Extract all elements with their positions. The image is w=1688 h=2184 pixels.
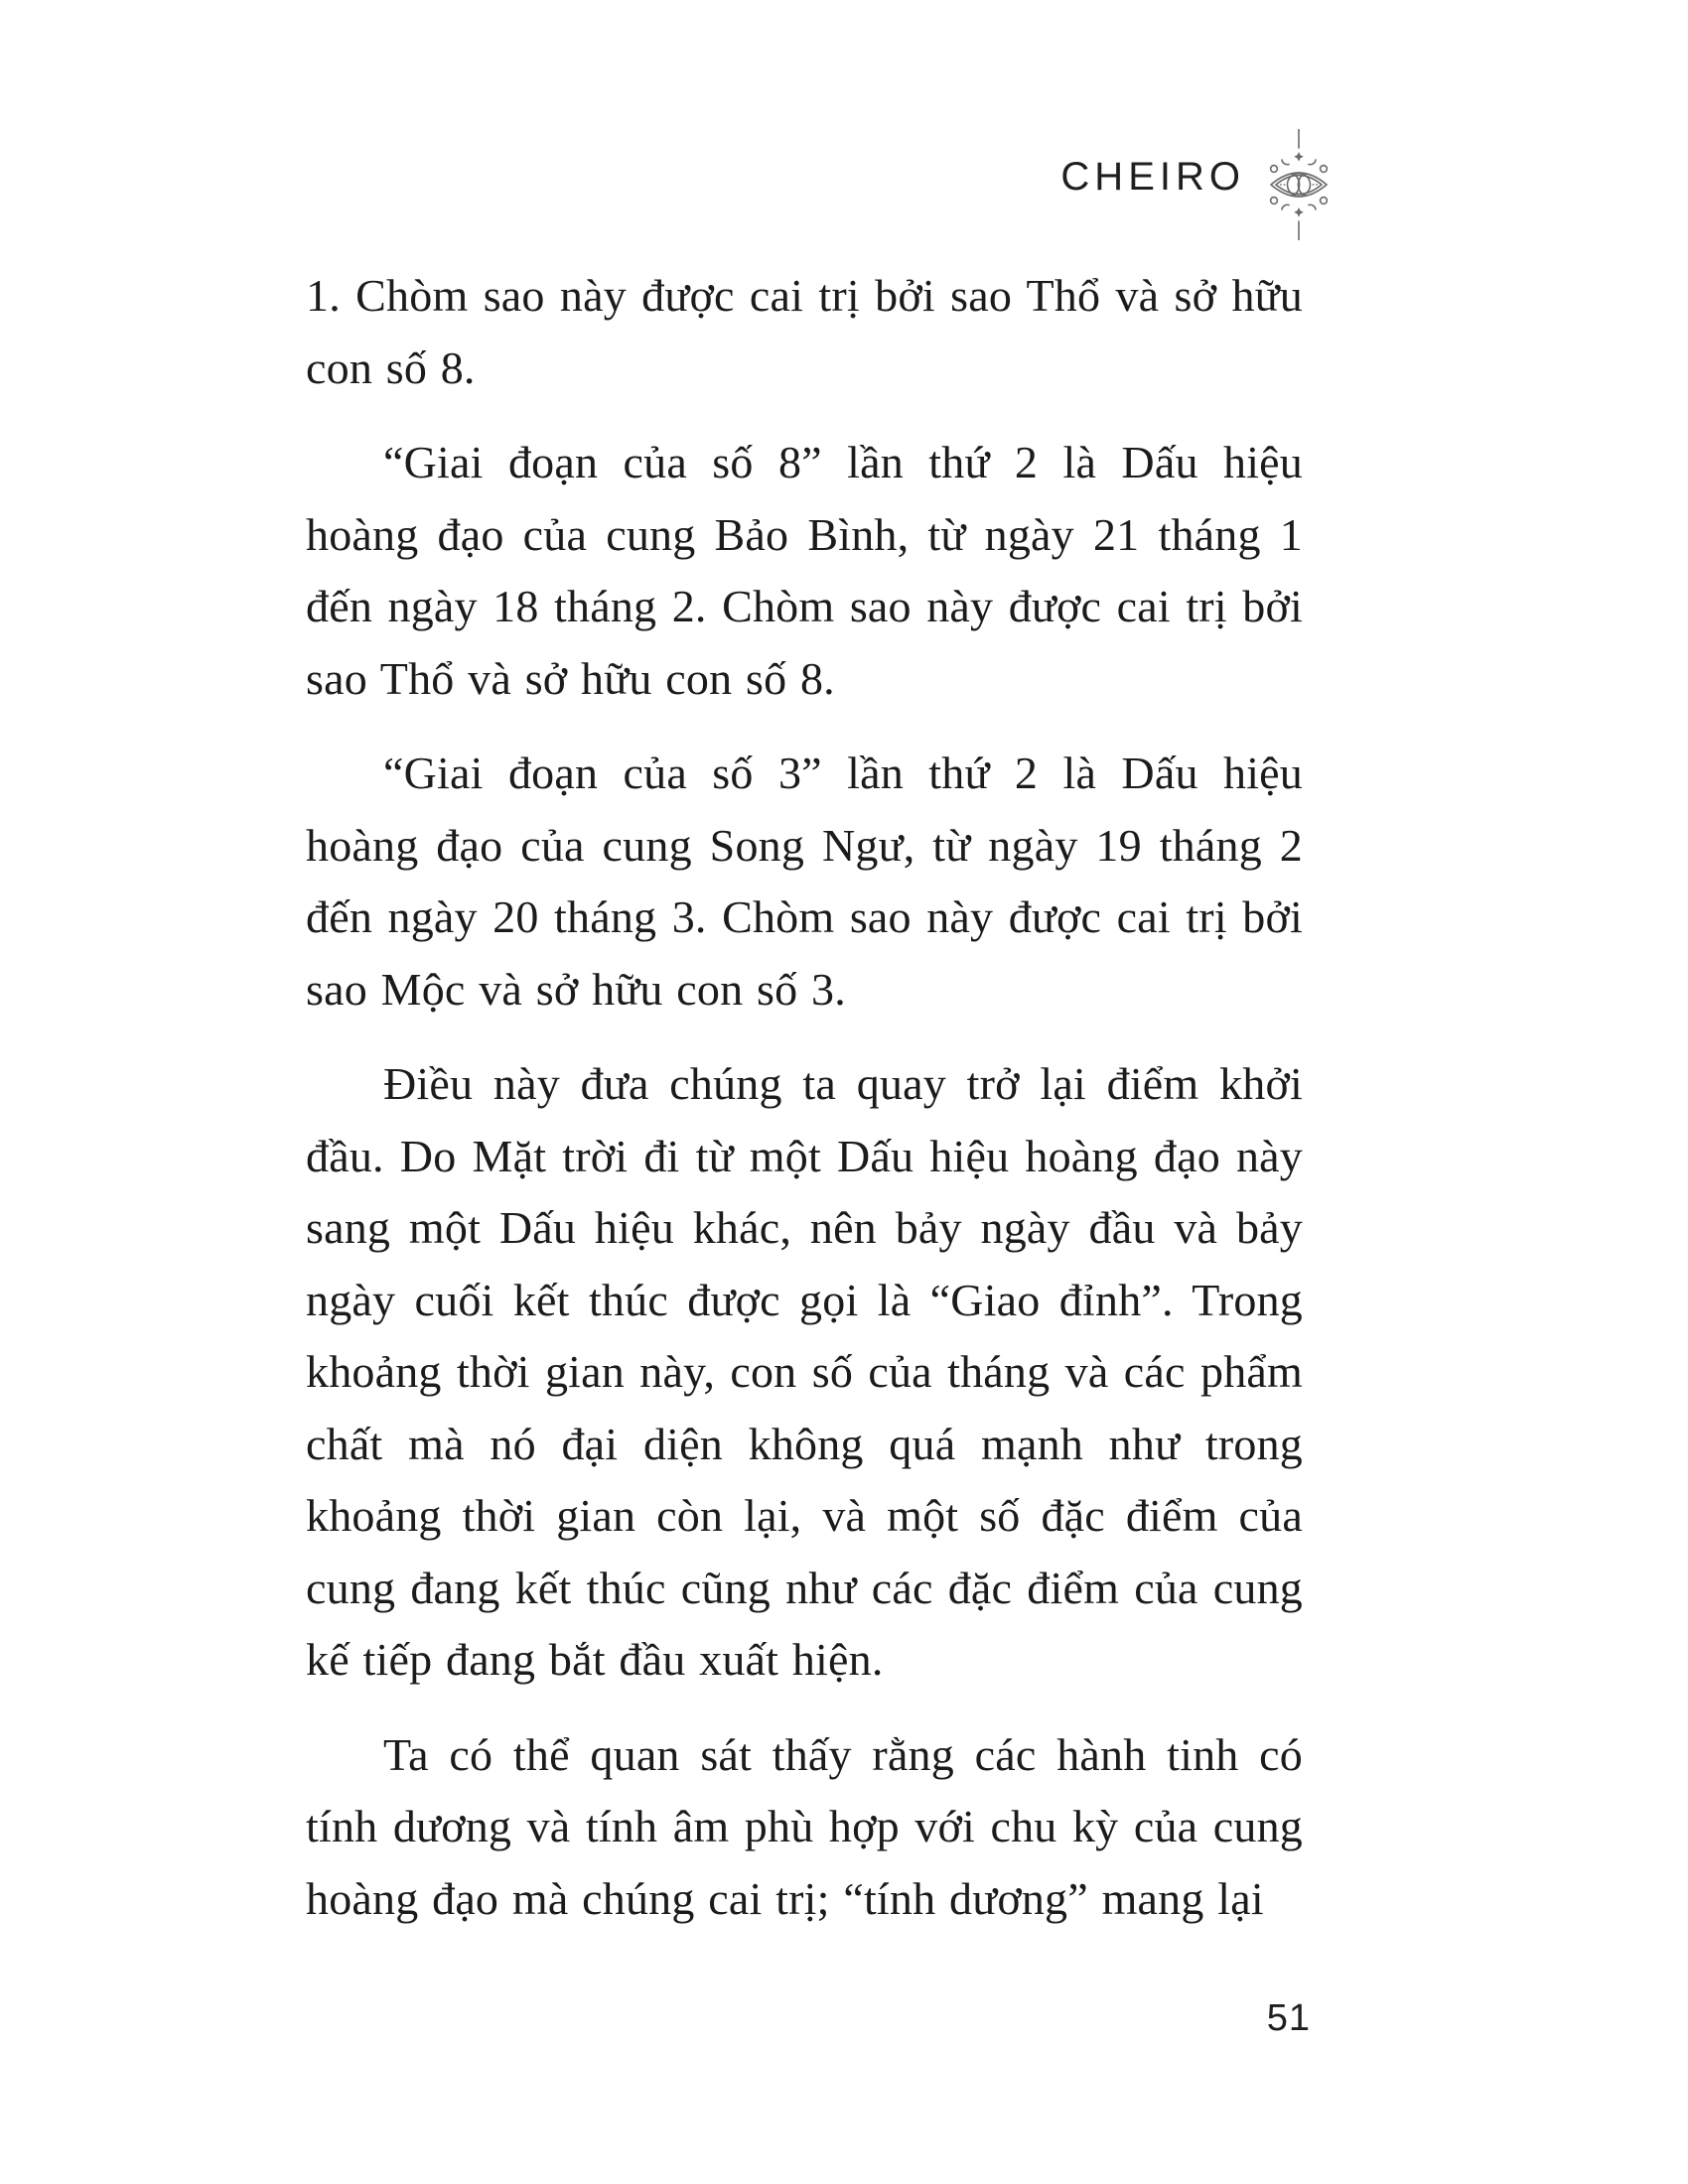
paragraph-ruled-by-saturn: 1. Chòm sao này được cai trị bởi sao Thổ và sở hữu con số 8. (306, 270, 1303, 393)
mystic-eye-icon (1269, 129, 1329, 240)
paragraph-cusp-explanation: Điều này đưa chúng ta quay trở lại điểm khởi đầu. Do Mặt trời đi từ một Dấu hiệu hoàng đạo này sang một Dấu hiệu khác, nên bảy ngày đầu và bảy ngày cuối kết thúc được gọi là “Giao đỉnh”. Trong khoảng thời gian này, con số của tháng và các phẩm chất mà nó đại diện không quá mạnh như trong khoảng thời gian còn lại, và một số đặc điểm của cung đang kết thúc cũng như các đặc điểm của cung kế tiếp đang bắt đầu xuất hiện. (306, 1058, 1303, 1685)
body-text-block (306, 260, 1303, 1958)
page-footer (306, 1997, 1311, 2040)
paragraph-period-of-3-pisces: “Giai đoạn của số 3” lần thứ 2 là Dấu hiệu hoàng đạo của cung Song Ngư, từ ngày 19 tháng 2 đến ngày 20 tháng 3. Chòm sao này được cai trị bởi sao Mộc và sở hữu con số 3. (306, 748, 1303, 1015)
page-number: 51 (1266, 1997, 1311, 2039)
page-header (1060, 129, 1329, 240)
paragraph-positive-negative-planets: Ta có thể quan sát thấy rằng các hành tinh có tính dương và tính âm phù hợp với chu kỳ của cung hoàng đạo mà chúng cai trị; “tính dương” mang lại (306, 1728, 1303, 1924)
paragraph-period-of-8-aquarius: “Giai đoạn của số 8” lần thứ 2 là Dấu hiệu hoàng đạo của cung Bảo Bình, từ ngày 21 tháng 1 đến ngày 18 tháng 2. Chòm sao này được cai trị bởi sao Thổ và sở hữu con số 8. (306, 437, 1303, 704)
running-head-title: CHEIRO (1060, 154, 1245, 199)
